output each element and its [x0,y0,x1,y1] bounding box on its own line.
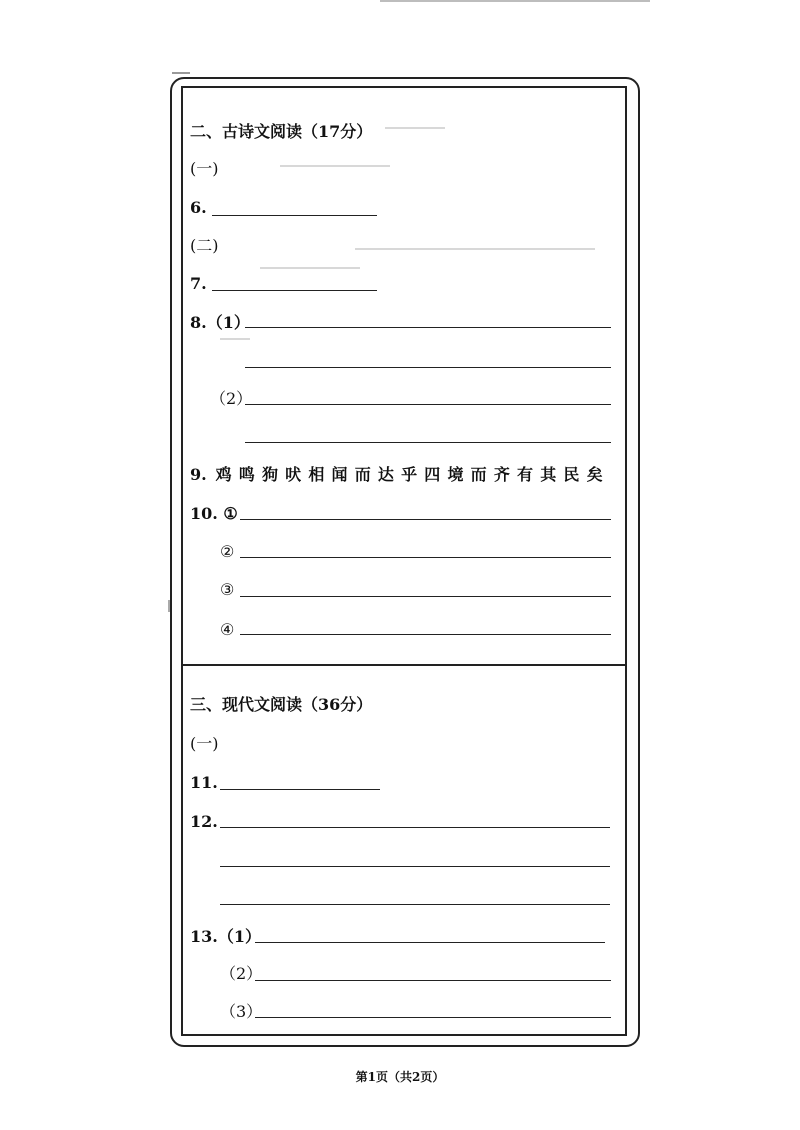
q13-2-answer-line[interactable] [255,980,611,981]
q8-2-answer-line-1[interactable] [245,404,611,405]
q9-char: 其 [540,465,557,484]
q10-4-label: ④ [220,620,235,639]
section3-heading: 三、现代文阅读（36分） [190,695,373,714]
q9-char: 乎 [401,465,418,484]
scan-artifact [385,127,445,129]
q9-char: 鸣 [238,465,255,484]
q12-answer-line-3[interactable] [220,904,610,905]
q13-3-label: （3） [220,1002,263,1021]
q8-2-label: （2） [210,389,253,408]
top-scan-rule [380,0,650,2]
q11-answer-line[interactable] [220,789,380,790]
q10-label: 10. ① [190,504,238,523]
q11-label: 11. [190,773,218,792]
q10-3-label: ③ [220,580,235,599]
section3-part1-label: (一) [190,734,219,753]
q13-label: 13.（1） [190,927,261,946]
top-left-tick-mark [172,72,190,74]
q12-label: 12. [190,812,218,831]
section2-part1-label: (一) [190,159,219,178]
page-footer: 第1页（共2页） [355,1070,445,1084]
q12-answer-line-2[interactable] [220,866,610,867]
scan-artifact [280,165,390,167]
q9-char: 狗 [261,465,278,484]
q9-char: 而 [470,465,487,484]
q9-char: 而 [354,465,371,484]
q13-2-label: （2） [220,964,263,983]
q9-char: 民 [563,465,580,484]
scan-artifact [220,338,250,340]
q9-char: 吠 [285,465,302,484]
q9-char: 有 [517,465,534,484]
section2-heading: 二、古诗文阅读（17分） [190,122,373,141]
q10-4-answer-line[interactable] [240,634,611,635]
q9-char: 相 [308,465,325,484]
q9-char: 闻 [331,465,348,484]
section-divider [181,664,627,666]
q9-char: 齐 [493,465,510,484]
q10-2-answer-line[interactable] [240,557,611,558]
q9-char: 鸡 [215,465,232,484]
q8-2-answer-line-2[interactable] [245,442,611,443]
section2-part2-label: (二) [190,236,219,255]
q13-3-answer-line[interactable] [255,1017,611,1018]
q6-answer-line[interactable] [212,215,377,216]
q6-label: 6. [190,198,207,217]
q9-char: 矣 [586,465,603,484]
q12-answer-line-1[interactable] [220,827,610,828]
q9-label: 9. [190,465,207,484]
scan-artifact [355,248,595,250]
q9-sentence [212,465,606,485]
q9-char: 四 [424,465,441,484]
q8-label: 8.（1） [190,313,250,332]
scan-artifact [260,267,360,269]
q10-3-answer-line[interactable] [240,596,611,597]
q10-2-label: ② [220,542,235,561]
q7-label: 7. [190,274,207,293]
answer-sheet-inner-frame [181,86,627,1036]
q8-1-answer-line-1[interactable] [245,327,611,328]
q9-char: 达 [377,465,394,484]
q7-answer-line[interactable] [212,290,377,291]
q9-char: 境 [447,465,464,484]
q8-1-answer-line-2[interactable] [245,367,611,368]
q10-1-answer-line[interactable] [240,519,611,520]
q13-1-answer-line[interactable] [255,942,605,943]
